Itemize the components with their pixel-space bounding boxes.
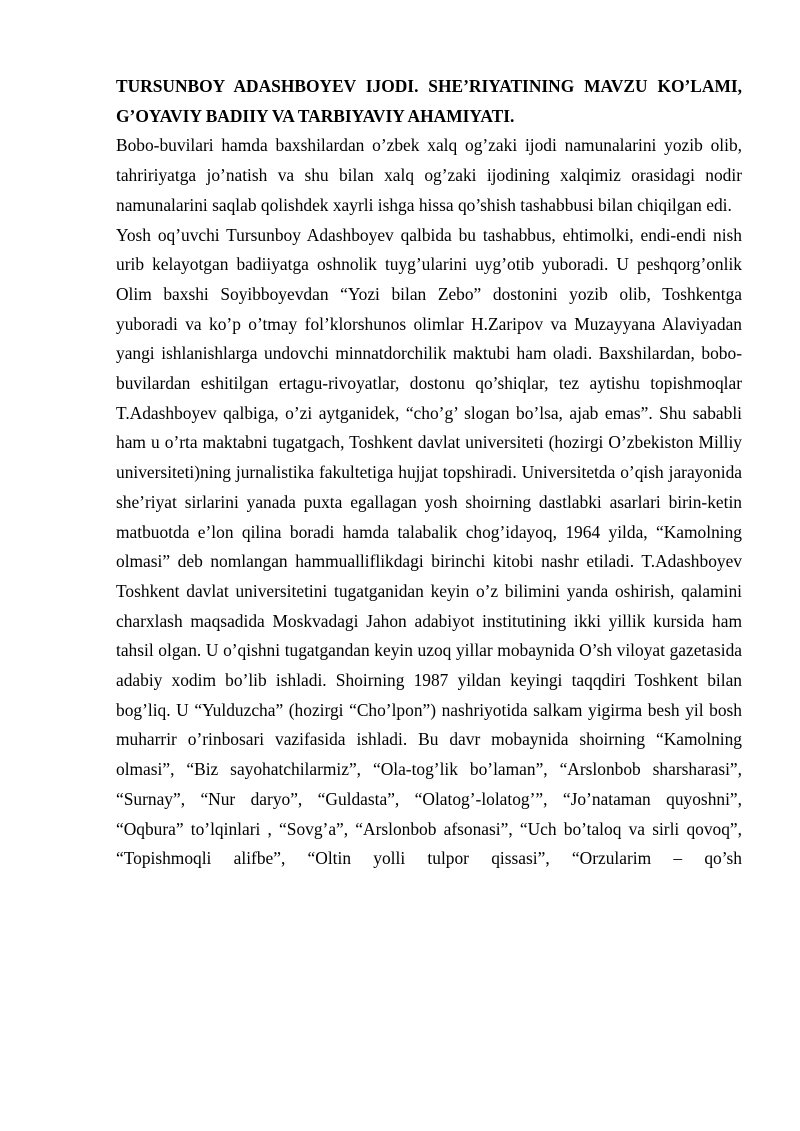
document-title: TURSUNBOY ADASHBOYEV IJODI. SHE’RIYATINING MAVZU KO’LAMI, G’OYAVIY BADIIY VA TARBIYAVIY AHAMIYATI.: [116, 76, 742, 126]
paragraph-intro: Bobo-buvilari hamda baxshilardan o’zbek xalq og’zaki ijodi namunalarini yozib olib, tahririyatga jo’natish va shu bilan xalq og’zaki ijodining xalqimiz orasidagi nodir namunalarini saqlab qolishdek xayrli ishga hissa qo’shish tashabbusi bilan chiqilgan edi.: [116, 135, 742, 215]
paragraph-biography: Yosh oq’uvchi Tursunboy Adashboyev qalbida bu tashabbus, ehtimolki, endi-endi nish urib kelayotgan badiiyatga oshnolik tuyg’ularini uyg’otib yuboradi. U peshqorg’onlik Olim baxshi Soyibboyevdan “Yozi bilan Zebo” dostonini yozib olib, Toshkentga yuboradi va ko’p o’tmay fol’klorshunos olimlar H.Zaripov va Muzayyana Alaviyadan yangi ishlanishlarga undovchi minnatdorchilik maktubi ham oladi. Baxshilardan, bobo-buvilardan eshitilgan ertagu-rivoyatlar, dostonu qo’shiqlar, tez aytishu topishmoqlar T.Adashboyev qalbiga, o’zi aytganidek, “cho’g’ slogan bo’lsa, ajab emas”. Shu sababli ham u o’rta maktabni tugatgach, Toshkent davlat universiteti (hozirgi O’zbekiston Milliy universiteti)ning jurnalistika fakultetiga hujjat topshiradi. Universitetda o’qish jarayonida she’riyat sirlarini yanada puxta egallagan yosh shoirning dastlabki asarlari birin-ketin matbuotda e’lon qilina boradi hamda talabalik chog’idayoq, 1964 yilda, “Kamolning olmasi” deb nomlangan hammualliflikdagi birinchi kitobi nashr etiladi. T.Adashboyev Toshkent davlat universitetini tugatganidan keyin o’z bilimini yanda oshirish, qalamini charxlash maqsadida Moskvadagi Jahon adabiyot institutining ikki yillik kursida ham tahsil olgan. U o’qishni tugatgandan keyin uzoq yillar mobaynida O’sh viloyat gazetasida adabiy xodim bo’lib ishladi. Shoirning 1987 yildan keyingi taqqdiri Toshkent bilan bog’liq. U “Yulduzcha” (hozirgi “Cho’lpon”) nashriyotida salkam yigirma besh yil bosh muharrir o’rinbosari vazifasida ishladi. Bu davr mobaynida shoirning “Kamolning olmasi”, “Biz sayohatchilarmiz”, “Ola-tog’lik bo’laman”, “Arslonbob sharsharasi”, “Surnay”, “Nur daryo”, “Guldasta”, “Olatog’-lolatog’”, “Jo’nataman quyoshni”, “Oqbura” to’lqinlari , “Sovg’a”, “Arslonbob afsonasi”, “Uch bo’taloq va sirli qovoq”, “Topishmoqli alifbe”, “Oltin yolli tulpor qissasi”, “Orzularim – qo’sh: [116, 224, 742, 869]
document-page: [116, 72, 742, 874]
